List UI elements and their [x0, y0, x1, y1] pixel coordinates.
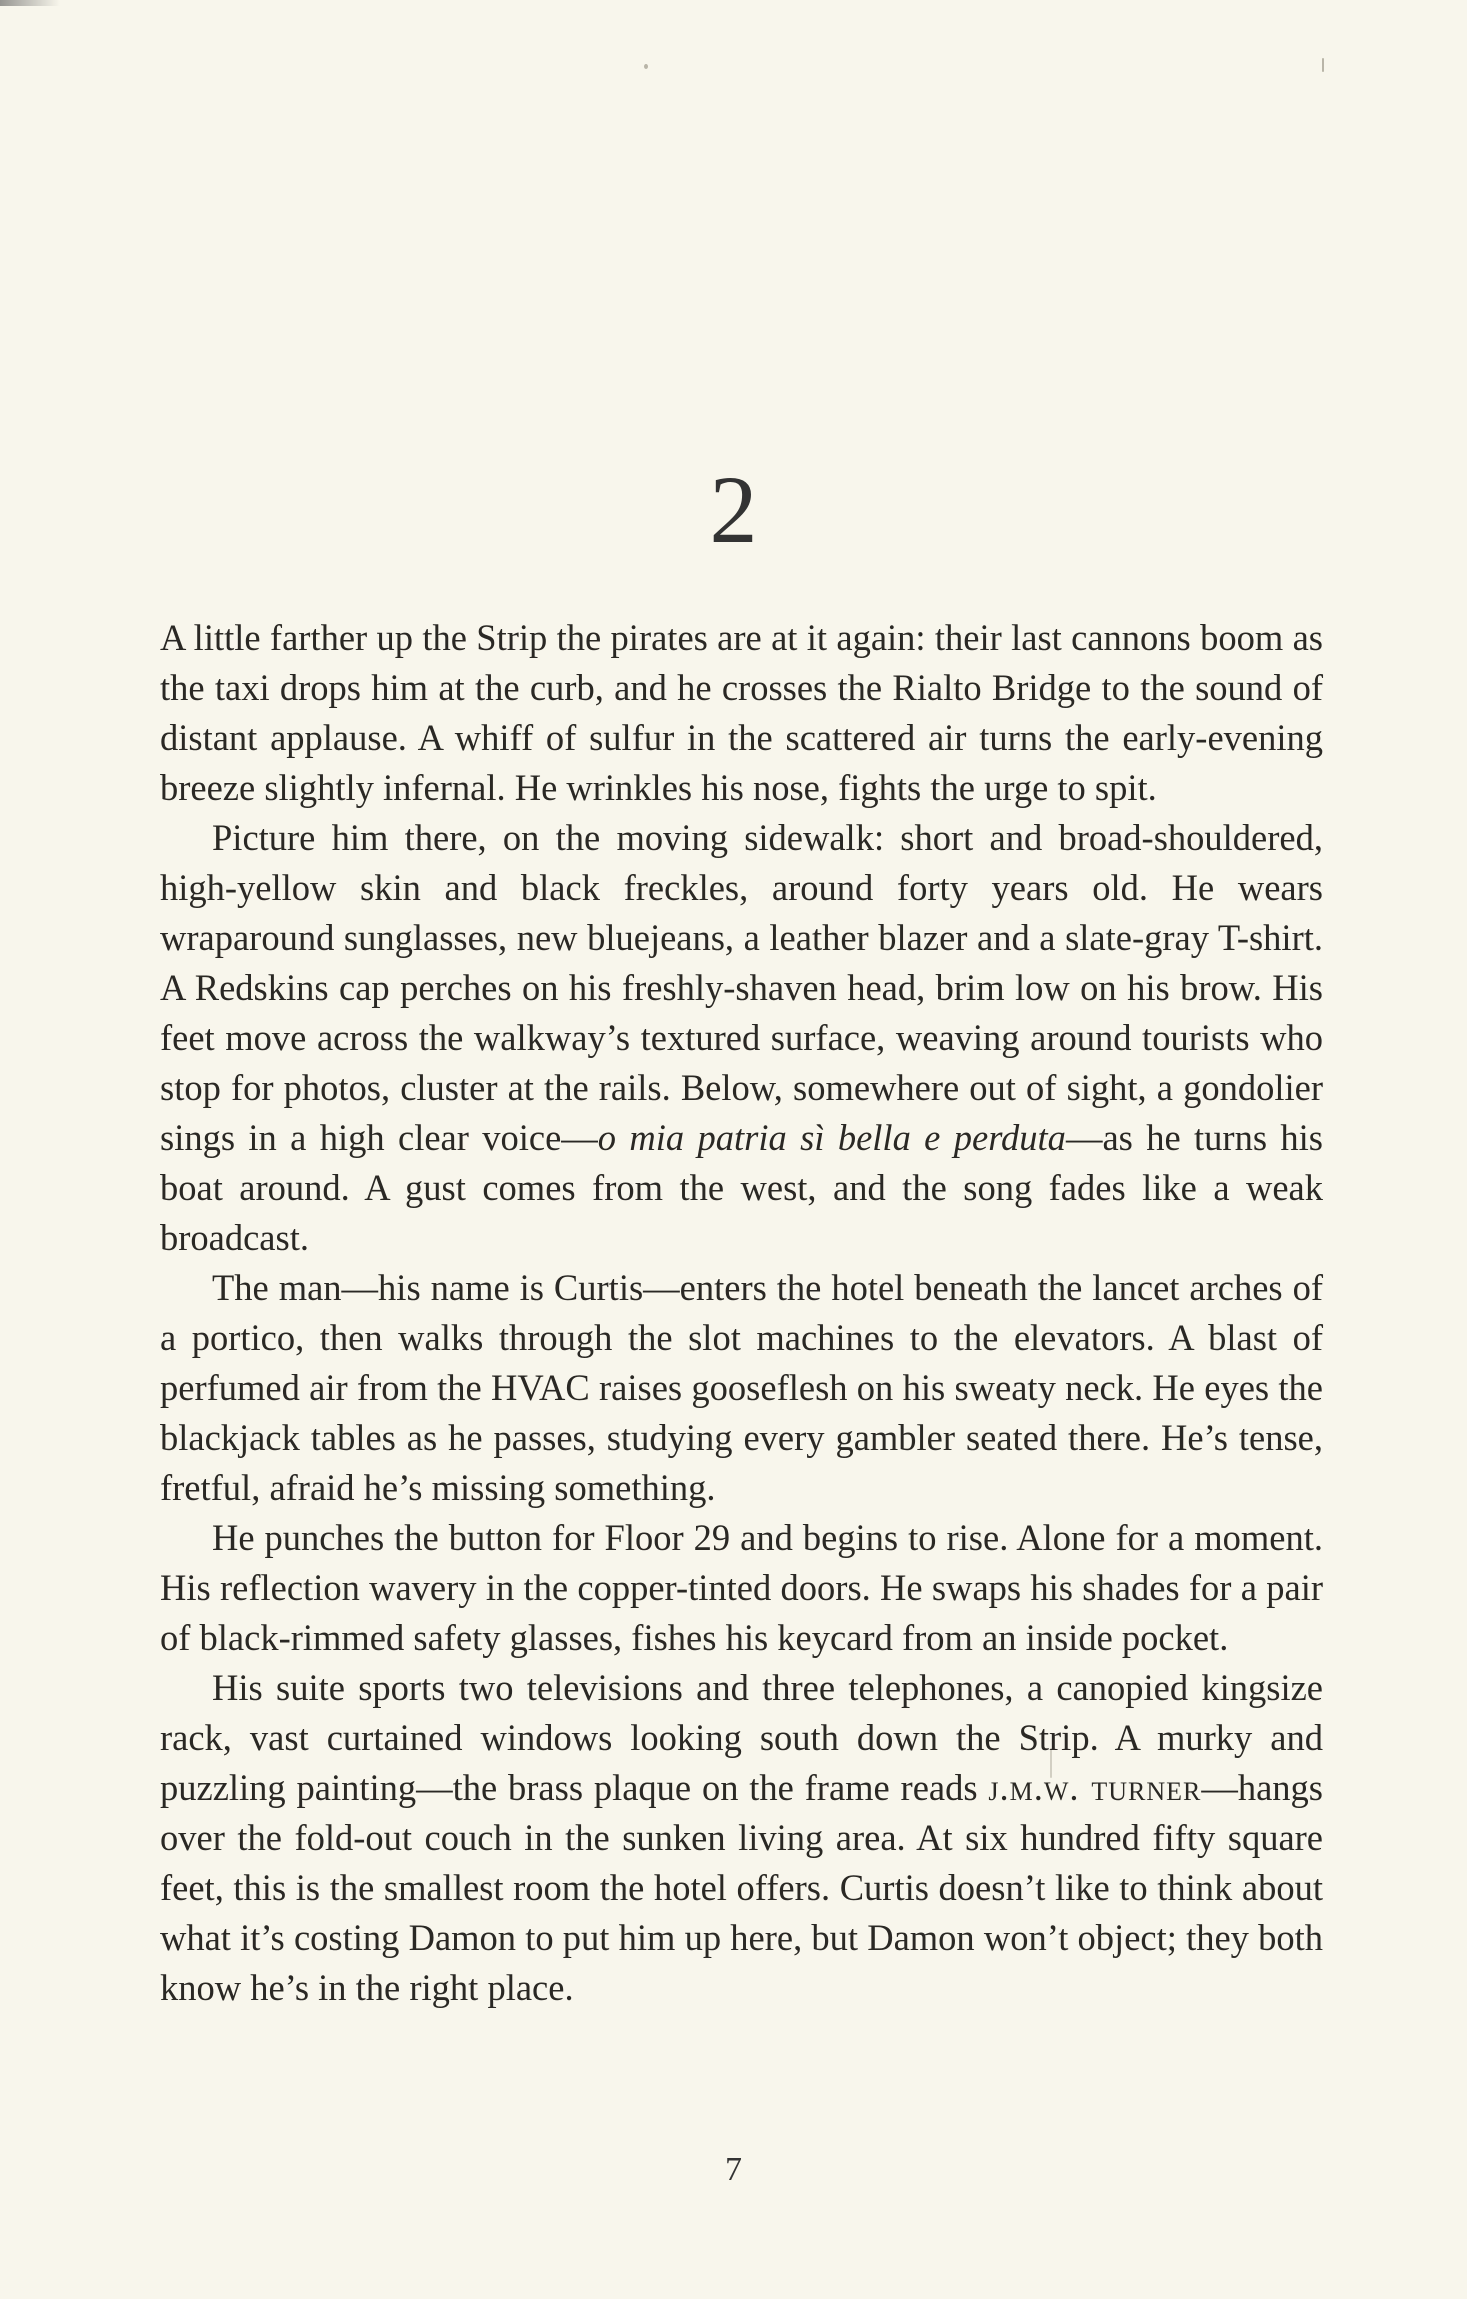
paragraph-3-text: The man—his name is Curtis—enters the hotel beneath the lancet arches of a portico, then walks through the slot machines to the elevators. A blast of perfumed air from the HVAC raises gooseflesh on his sweaty neck. He eyes the blackjack tables as he passes, studying every gambler seated there. He’s tense, fretful, afraid he’s missing something. [160, 1267, 1323, 1508]
chapter-number: 2 [709, 456, 758, 563]
chapter-body [160, 613, 1323, 2013]
page-number: 7 [725, 2151, 742, 2188]
paragraph-4 [160, 1513, 1323, 1663]
page-edge-shadow [0, 0, 60, 6]
paragraph-5-text-after: —hangs over the fold-out couch in the sunken living area. At six hundred fifty square feet, this is the smallest room the hotel offers. Curtis doesn’t like to think about what it’s costing Damon to put him up here, but Damon won’t object; they both know he’s in the right place. [160, 1767, 1324, 2008]
paragraph-2-text: Picture him there, on the moving sidewalk: short and broad-shouldered, high-yellow skin and black freckles, around forty years old. He wears wraparound sunglasses, new bluejeans, a leather blazer and a slate-gray T-shirt. A Redskins cap perches on his freshly-shaven head, brim low on his brow. His feet move across the walkway’s textured surface, weaving around tourists who stop for photos, cluster at the rails. Below, somewhere out of sight, a gondolier sings in a high clear voice— [160, 817, 1323, 1158]
paragraph-5 [160, 1663, 1323, 2013]
paragraph-2 [160, 813, 1323, 1263]
paragraph-2-italic-lyric: o mia patria sì bella e perduta [597, 1117, 1066, 1158]
paragraph-5-text: His suite sports two televisions and three telephones, a canopied kingsize rack, vast curtained windows looking south down the Strip. A murky and puzzling painting—the brass plaque on the frame reads [160, 1667, 1323, 1808]
paragraph-5-smallcaps-name: j.m.w. turner [988, 1767, 1202, 1808]
paragraph-4-text: He punches the button for Floor 29 and begins to rise. Alone for a moment. His reflection wavery in the copper-tinted doors. He swaps his shades for a pair of black-rimmed safety glasses, fishes his keycard from an inside pocket. [160, 1517, 1323, 1658]
paragraph-2-text-after: —as he turns his boat around. A gust comes from the west, and the song fades like a weak broadcast. [160, 1117, 1323, 1258]
paper-speck [1322, 58, 1324, 72]
paragraph-3 [160, 1263, 1323, 1513]
paper-speck [644, 64, 648, 69]
paragraph-1-text: A little farther up the Strip the pirates are at it again: their last cannons boom as the taxi drops him at the curb, and he crosses the Rialto Bridge to the sound of distant applause. A whiff of sulfur in the scattered air turns the early-evening breeze slightly infernal. He wrinkles his nose, fights the urge to spit. [160, 617, 1323, 808]
paragraph-1 [160, 613, 1323, 813]
